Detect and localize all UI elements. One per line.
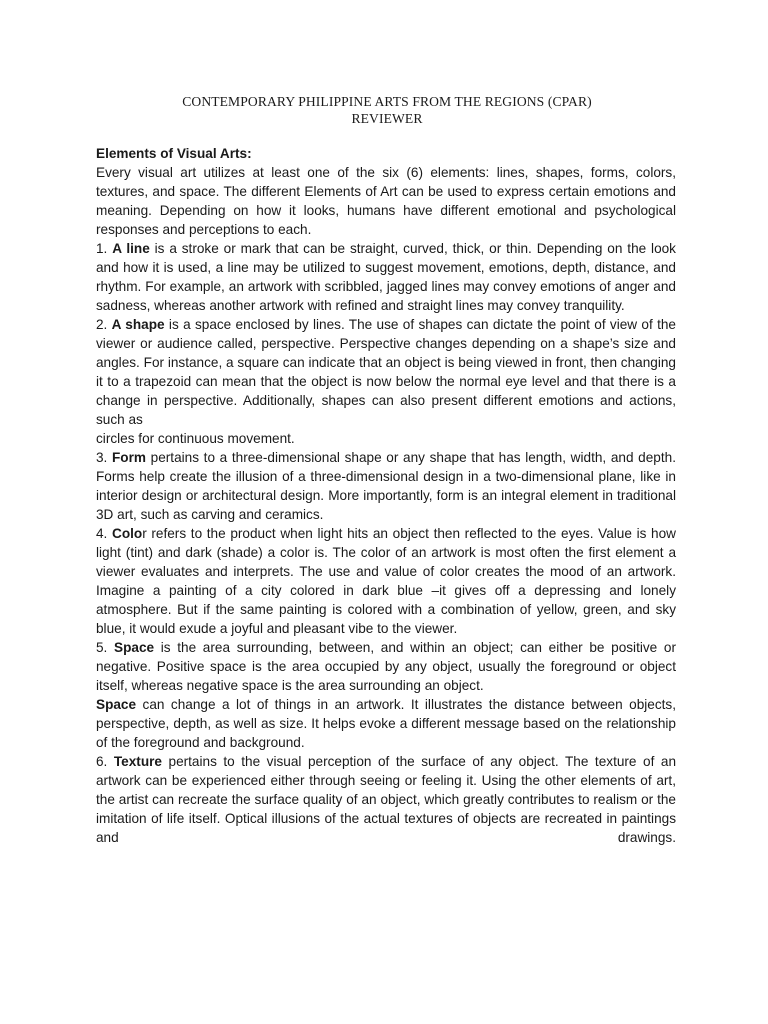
term-texture: Texture	[113, 754, 162, 769]
item-number: 1.	[96, 241, 113, 256]
paragraph-texture	[96, 752, 676, 847]
color-text: refers to the product when light hits an object then reflected to the eyes. Value is how light (tint) and dark (shade) a color is. The color of an artwork is most often the first element a viewer evaluates and interprets. The use and value of color creates the mood of an artwork. Imagine a painting of a city colored in dark blue –it gives off a depressing and lonely atmosphere. But if the same painting is colored with a combination of yellow, green, and sky blue, it would exude a joyful and pleasant vibe to the viewer.	[96, 526, 676, 636]
document-body	[96, 144, 676, 847]
term-line: A line	[112, 241, 150, 256]
term-color: Colo	[112, 526, 143, 541]
paragraph-space	[96, 638, 676, 695]
term-shape: A shape	[111, 317, 165, 332]
space-text: is the area surrounding, between, and within an object; can either be positive or negative. Positive space is the area occupied by any object, usually the foreground or object itself, whereas negative space is the area surrounding an object.	[96, 640, 676, 693]
item-number: 5.	[96, 640, 115, 655]
shape-text: is a space enclosed by lines. The use of shapes can dictate the point of view of the viewer or audience called, perspective. Perspective changes depending on a shape’s size and angles. For instance, a square can indicate that an object is being viewed in front, then changing it to a trapezoid can mean that the object is now below the normal eye level and that there is a change in perspective. Additionally, shapes can also present different emotions and actions, such as	[96, 317, 676, 427]
item-number: 2.	[96, 317, 112, 332]
paragraph-shape	[96, 315, 676, 429]
paragraph-shape-continuation: circles for continuous movement.	[96, 431, 295, 446]
item-number: 6.	[96, 754, 114, 769]
section-heading: Elements of Visual Arts:	[96, 146, 252, 161]
paragraph-form	[96, 448, 676, 524]
document-title	[98, 93, 676, 127]
term-color-rest: r	[142, 526, 147, 541]
paragraph-line	[96, 239, 676, 315]
paragraph-color	[96, 524, 676, 638]
form-text: pertains to a three-dimensional shape or any shape that has length, width, and depth. Forms help create the illusion of a three-dimensional design in a two-dimensional plane, like in interior design or architectural design. More importantly, form is an integral element in traditional 3D art, such as carving and ceramics.	[96, 450, 676, 522]
paragraph-space-2	[96, 695, 676, 752]
item-number: 4.	[96, 526, 112, 541]
title-line-1: CONTEMPORARY PHILIPPINE ARTS FROM THE REGIONS (CPAR)	[182, 94, 592, 109]
texture-text: pertains to the visual perception of the surface of any object. The texture of an artwork can be experienced either through seeing or feeling it. Using the other elements of art, the artist can recreate the surface quality of an object, which greatly contributes to realism or the imitation of life itself. Optical illusions of the actual textures of objects are recreated in paintings and drawings.	[96, 754, 676, 845]
intro-paragraph: Every visual art utilizes at least one of the six (6) elements: lines, shapes, forms, colors, textures, and space. The different Elements of Art can be used to express certain emotions and meaning. Depending on how it looks, humans have different emotional and psychological responses and perceptions to each.	[96, 165, 676, 237]
term-space: Space	[114, 640, 155, 655]
document-page	[96, 93, 676, 847]
title-line-2: REVIEWER	[351, 111, 423, 126]
item-number: 3.	[96, 450, 112, 465]
line-text: is a stroke or mark that can be straight, curved, thick, or thin. Depending on the look and how it is used, a line may be utilized to suggest movement, emotions, depth, distance, and rhythm. For example, an artwork with scribbled, jagged lines may convey emotions of anger and sadness, whereas another artwork with refined and straight lines may convey tranquility.	[96, 241, 676, 313]
term-form: Form	[112, 450, 146, 465]
space-text-2: can change a lot of things in an artwork. It illustrates the distance between objects, perspective, depth, as well as size. It helps evoke a different message based on the relationship of the foreground and background.	[96, 697, 676, 750]
term-space-2: Space	[96, 697, 137, 712]
